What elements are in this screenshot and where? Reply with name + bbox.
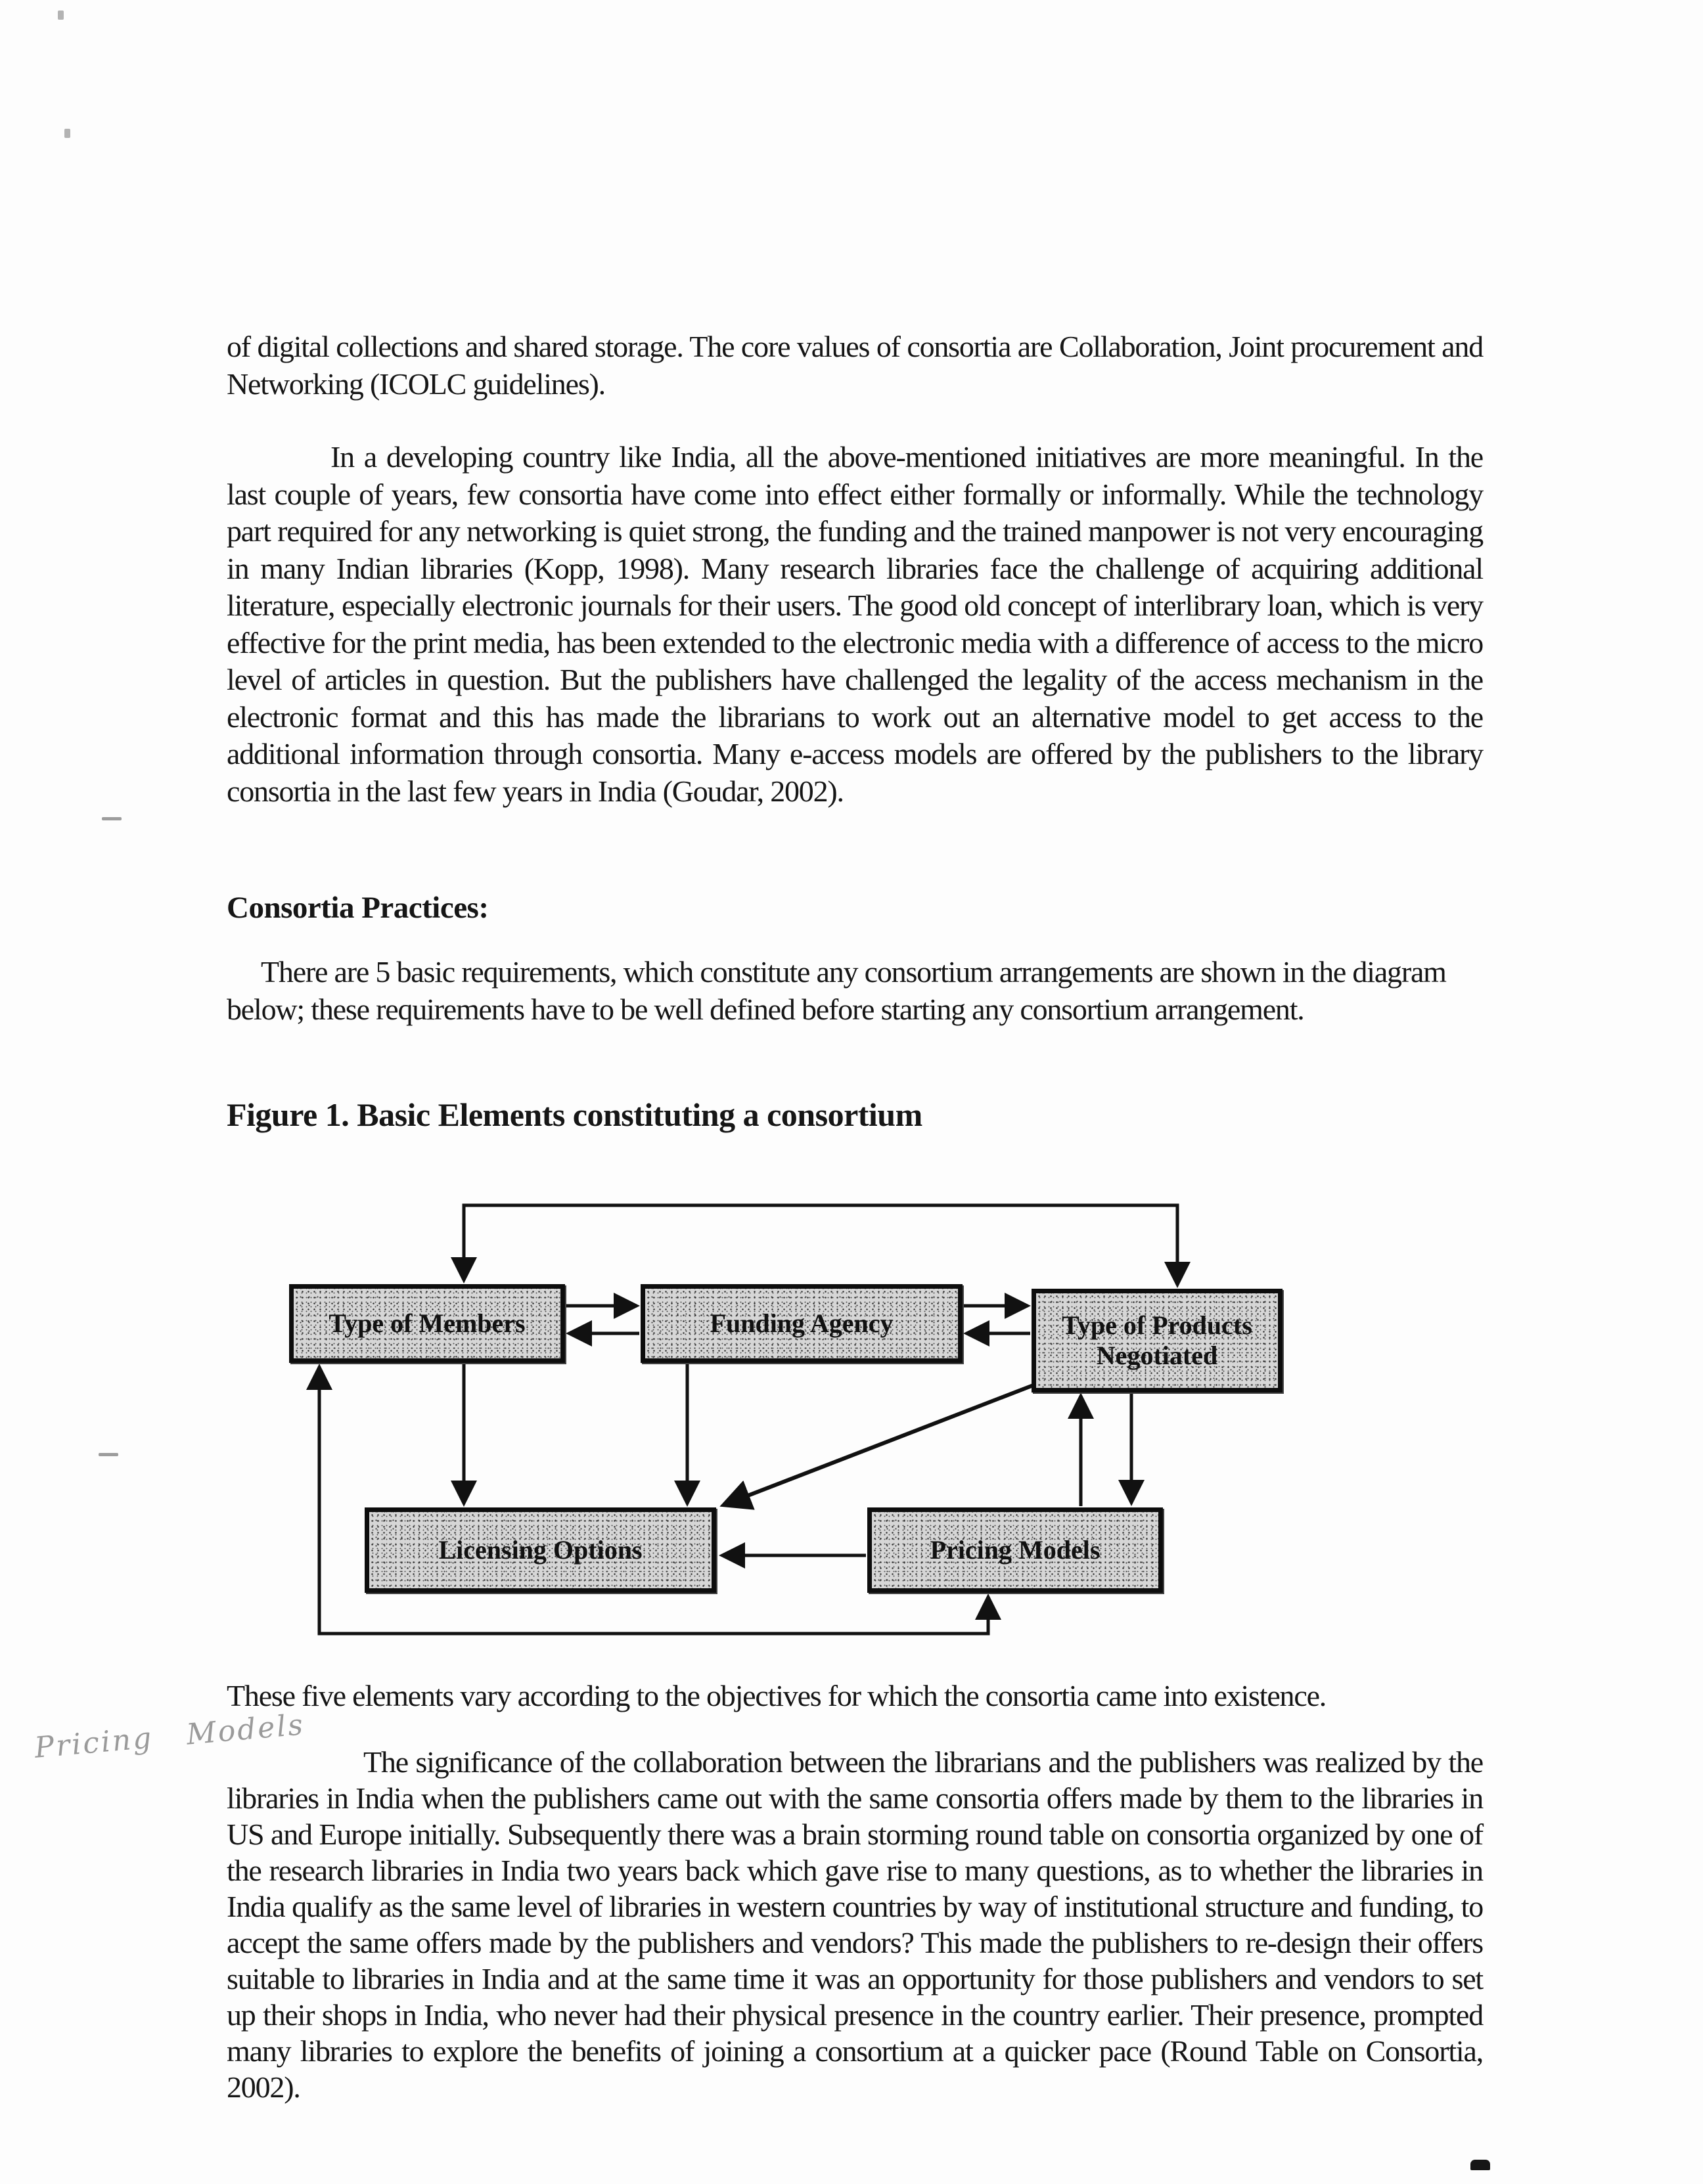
arrow-pricing-members-bottom (319, 1368, 988, 1634)
diagram-box-type-of-members: Type of Members (289, 1284, 565, 1363)
paragraph-five-elements: These five elements vary according to the objectives for which the consortia came into existence. (227, 1679, 1327, 1712)
scan-artifact-speck-top (58, 11, 64, 20)
section-heading-consortia-practices: Consortia Practices: (227, 891, 489, 925)
scan-artifact-speck-upper (64, 129, 70, 138)
scan-artifact-dash-left (102, 817, 122, 820)
page-number-mark (1470, 2160, 1490, 2170)
paragraph-collaboration: The significance of the collaboration between the librarians and the publishers was realized by the libraries in India when the publishers came out with the same consortia offers made by them to the libraries in US and Europe initially. Subsequently there was a brain storming round table on consortia organized by one of the research libraries in India two years back which gave rise to many questions, as to whether the libraries in India qualify as the same level of libraries in western countries by way of institutional structure and funding, to accept the same offers made by the publishers and vendors? This made the publishers to re-design their offers suitable to libraries in India and at the same time it was an opportunity for those publishers and vendors to set up their shops in India, who never had their physical presence in the country earlier. Their presence, prompted many libraries to explore the benefits of joining a consortium at a quicker pace (Round Table on Consortia, 2002). (227, 1745, 1483, 2104)
diagram-box-licensing-options: Licensing Options (365, 1507, 716, 1593)
figure-diagram (250, 1176, 1380, 1649)
diagram-box-funding-agency: Funding Agency (641, 1284, 963, 1363)
paragraph-five-requirements: There are 5 basic requirements, which constitute any consortium arrangements are shown in the diagram below; these requirements have to be well defined before starting any consortium arrangement. (227, 955, 1446, 1026)
diagram-box-pricing-models: Pricing Models (867, 1507, 1163, 1593)
paragraph-core-values: of digital collections and shared storage. The core values of consortia are Collaboration, Joint procurement and Networking (ICOLC guidelines). (227, 330, 1483, 401)
arrow-products-to-licensing (724, 1385, 1035, 1505)
diagram-box-type-of-products-negotiated: Type of Products Negotiated (1032, 1289, 1283, 1393)
scan-artifact-dash-middle (99, 1453, 118, 1456)
arrow-members-products-top (464, 1205, 1177, 1284)
paragraph-india-context: In a developing country like India, all the above-mentioned initiatives are more meaningful. In the last couple of years, few consortia have come into effect either formally or informally. While the technology part required for any networking is quiet strong, the funding and the trained manpower is not very encouraging in many Indian libraries (Kopp, 1998). Many research libraries face the challenge of acquiring additional literature, especially electronic journals for their users. The good old concept of interlibrary loan, which is very effective for the print media, has been extended to the electronic media with a difference of access to the micro level of articles in question. But the publishers have challenged the legality of the access mechanism in the electronic format and this has made the librarians to work out an alternative model to get access to the additional information through consortia. Many e-access models are offered by the publishers to the library consortia in the last few years in India (Goudar, 2002). (227, 440, 1483, 808)
figure-caption: Figure 1. Basic Elements constituting a consortium (227, 1096, 922, 1133)
handwritten-margin-note: Pricing Models (33, 1708, 306, 1765)
